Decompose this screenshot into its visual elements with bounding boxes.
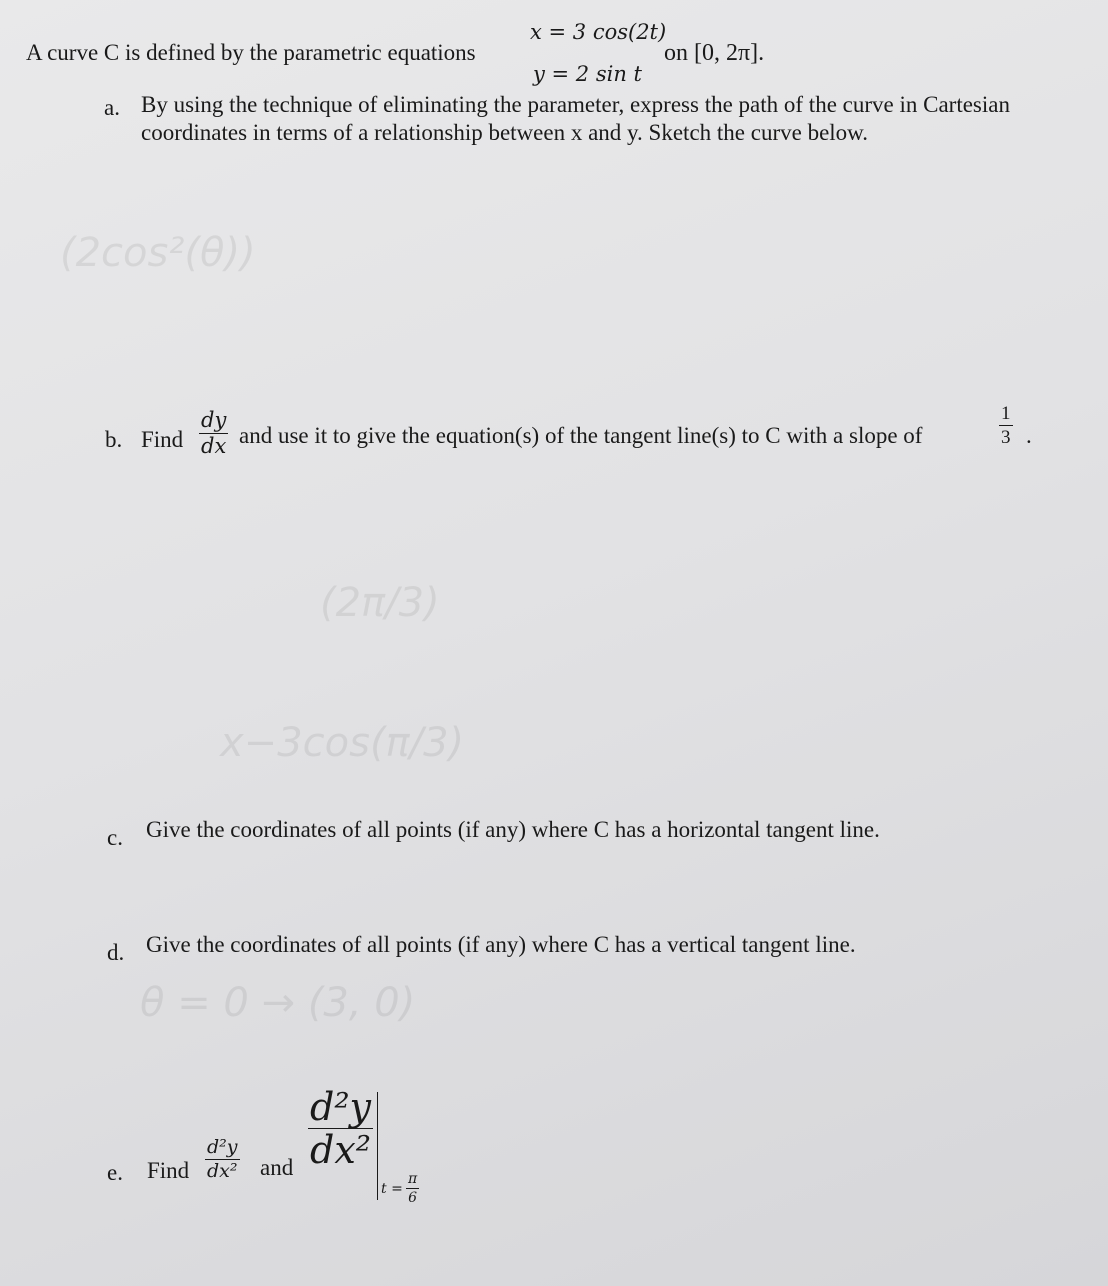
evaluation-numerator: π — [408, 1171, 418, 1187]
part-b-find: Find — [141, 427, 184, 452]
second-derivative-fraction — [205, 1138, 240, 1181]
erased-pencil-marks: (2cos²(θ)) — [60, 230, 256, 276]
part-a-line-2: coordinates in terms of a relationship between x and y. Sketch the curve below. — [141, 120, 869, 145]
dx-denominator: dx — [201, 434, 227, 458]
part-e-and: and — [260, 1155, 294, 1180]
d2y-numerator: d²y — [207, 1136, 238, 1158]
part-b-label: b. — [105, 427, 123, 452]
evaluation-denominator: 6 — [408, 1190, 418, 1206]
evaluation-lhs: t = — [381, 1181, 403, 1197]
erased-pencil-marks: x−3cos(π/3) — [220, 720, 465, 766]
part-d-text: Give the coordinates of all points (if any) where C has a vertical tangent line. — [146, 932, 856, 957]
erased-pencil-marks: (2π/3) — [320, 580, 440, 626]
dx2-denominator: dx² — [207, 1160, 238, 1182]
interval: on [0, 2π]. — [664, 40, 765, 66]
dy-dx-fraction — [199, 410, 228, 457]
second-derivative-evaluated-fraction — [308, 1085, 373, 1172]
parametric-y-equation: y = 2 sin t — [533, 62, 642, 86]
parametric-x-equation: x = 3 cos(2t) — [530, 20, 667, 44]
slope-numerator: 1 — [1001, 403, 1011, 424]
big-dx2-denominator: dx² — [310, 1128, 372, 1172]
slope-fraction — [999, 404, 1013, 447]
part-c-text: Give the coordinates of all points (if any) where C has a horizontal tangent line. — [146, 817, 880, 842]
slope-denominator: 3 — [1001, 427, 1011, 448]
part-b-text: and use it to give the equation(s) of the tangent line(s) to C with a slope of — [239, 423, 923, 448]
part-a-line-1: By using the technique of eliminating the parameter, express the path of the curve in Cartesian — [141, 92, 1010, 117]
evaluation-fraction — [406, 1172, 419, 1205]
part-d-label: d. — [107, 940, 125, 965]
intro-text: A curve C is defined by the parametric equations — [26, 40, 476, 65]
part-c-label: c. — [107, 825, 123, 850]
part-e-label: e. — [107, 1160, 123, 1185]
part-e-find: Find — [147, 1158, 190, 1183]
big-d2y-numerator: d²y — [310, 1085, 372, 1129]
part-a-label: a. — [104, 95, 120, 120]
erased-pencil-marks: θ = 0 → (3, 0) — [140, 980, 416, 1026]
part-b-period: . — [1026, 423, 1032, 448]
dy-numerator: dy — [201, 408, 227, 432]
evaluation-bar — [377, 1092, 378, 1200]
